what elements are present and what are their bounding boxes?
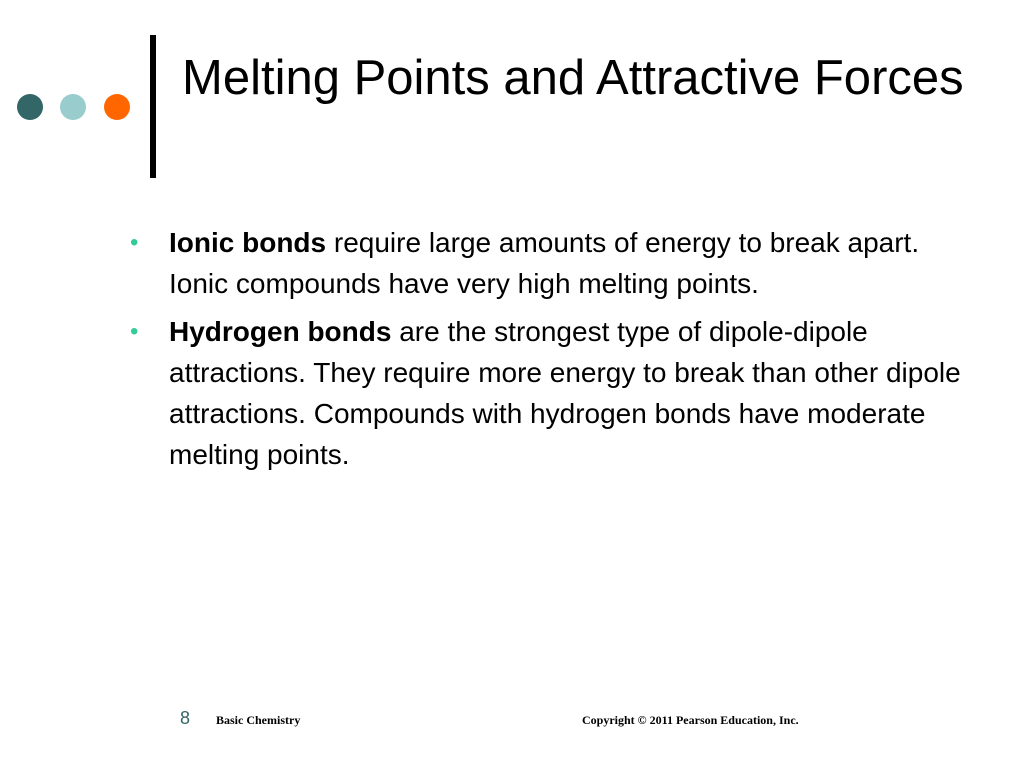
decorative-dot-orange [104, 94, 130, 120]
footer-copyright: Copyright © 2011 Pearson Education, Inc. [582, 713, 799, 727]
decorative-dot-light-teal [60, 94, 86, 120]
title-divider [150, 35, 156, 178]
bullet-marker: • [130, 229, 139, 256]
bullet-term: Hydrogen bonds [169, 316, 392, 347]
slide-number: 8 [180, 708, 191, 728]
bullet-marker: • [130, 318, 139, 345]
bullet-term: Ionic bonds [169, 227, 327, 258]
footer-course-title: Basic Chemistry [216, 713, 301, 727]
bullet-list [130, 222, 980, 482]
slide-footer [0, 706, 1024, 736]
bullet-item-hydrogen-bonds [130, 311, 980, 475]
slide-title: Melting Points and Attractive Forces [182, 51, 964, 105]
bullet-item-ionic-bonds [130, 222, 980, 304]
bullet-text: require large amounts of energy to break apart. Ionic compounds have very high melting points. [169, 227, 920, 299]
decorative-dot-dark-teal [17, 94, 43, 120]
bullet-text: are the strongest type of dipole-dipole attractions. They require more energy to break than other dipole attractions. Compounds with hydrogen bonds have moderate melting points. [169, 316, 961, 470]
